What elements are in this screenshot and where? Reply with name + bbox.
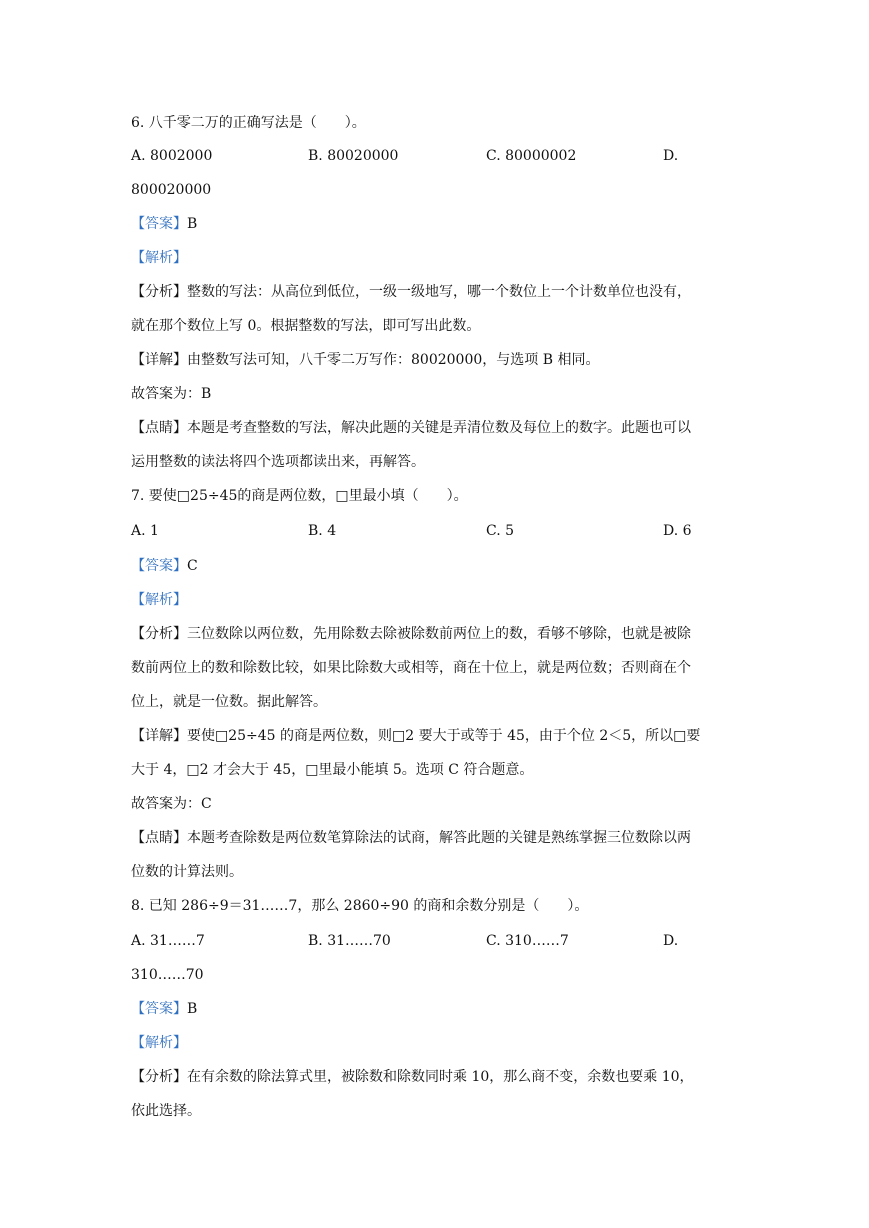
xiangjie-tag: 【详解】 — [131, 728, 187, 744]
xiangjie-text: 要使□25÷45 的商是两位数，则□2 要大于或等于 45，由于个位 2＜5，所以□要 — [187, 728, 701, 744]
q8-option-c: C. 310……7 — [486, 933, 569, 949]
q8-answer — [131, 999, 197, 1019]
analysis-tag: 【解析】 — [131, 1035, 187, 1051]
q6-option-c: C. 80000002 — [486, 148, 577, 164]
q8-option-d-value: 310……70 — [131, 967, 204, 983]
q6-xiangjie — [131, 350, 599, 370]
q6-stem: 6. 八千零二万的正确写法是（ ）。 — [131, 115, 366, 131]
q7-fenxi-line1 — [131, 624, 691, 644]
q8-stem: 8. 已知 286÷9＝31……7，那么 2860÷90 的商和余数分别是（ ）。 — [131, 898, 589, 914]
q6-answer — [131, 214, 197, 234]
q7-option-b: B. 4 — [308, 523, 337, 539]
q8-option-a: A. 31……7 — [131, 933, 205, 949]
q8-option-b: B. 31……70 — [308, 933, 391, 949]
q8-analysis — [131, 1033, 187, 1053]
q7-xiangjie-line1 — [131, 726, 700, 746]
dianjing-text: 本题是考查整数的写法，解决此题的关键是弄清位数及每位上的数字。此题也可以 — [187, 420, 691, 436]
xiangjie-tag: 【详解】 — [131, 352, 187, 368]
q7-analysis — [131, 590, 187, 610]
answer-value: B — [187, 1001, 198, 1017]
q7-stem: 7. 要使□25÷45的商是两位数，□里最小填（ ）。 — [131, 488, 468, 504]
q6-option-d-value: 800020000 — [131, 182, 212, 198]
analysis-tag: 【解析】 — [131, 592, 187, 608]
q6-option-a: A. 8002000 — [131, 148, 213, 164]
answer-value: B — [187, 216, 198, 232]
q8-fenxi-line1 — [131, 1067, 694, 1087]
q6-dianjing-line1 — [131, 418, 691, 438]
q7-dianjing-line2: 位数的计算法则。 — [131, 864, 243, 880]
q7-fenxi-line2: 数前两位上的数和除数比较，如果比除数大或相等，商在十位上，就是两位数；否则商在个 — [131, 660, 691, 676]
dianjing-text: 本题考查除数是两位数笔算除法的试商，解答此题的关键是熟练掌握三位数除以两 — [187, 830, 691, 846]
xiangjie-text: 由整数写法可知，八千零二万写作：80020000，与选项 B 相同。 — [187, 352, 600, 368]
q7-option-d: D. 6 — [663, 523, 692, 539]
q6-analysis — [131, 248, 187, 268]
answer-tag: 【答案】 — [131, 1001, 187, 1017]
q7-final: 故答案为：C — [131, 796, 212, 812]
analysis-tag: 【解析】 — [131, 250, 187, 266]
q7-option-c: C. 5 — [486, 523, 515, 539]
q6-option-d: D. — [663, 148, 679, 164]
answer-value: C — [187, 558, 198, 574]
fenxi-tag: 【分析】 — [131, 284, 187, 300]
fenxi-tag: 【分析】 — [131, 1069, 187, 1085]
q7-dianjing-line1 — [131, 828, 691, 848]
fenxi-text: 在有余数的除法算式里，被除数和除数同时乘 10，那么商不变，余数也要乘 10， — [187, 1069, 694, 1085]
q8-fenxi-line2: 依此选择。 — [131, 1103, 201, 1119]
fenxi-text: 三位数除以两位数，先用除数去除被除数前两位上的数，看够不够除，也就是被除 — [187, 626, 691, 642]
q6-dianjing-line2: 运用整数的读法将四个选项都读出来，再解答。 — [131, 454, 425, 470]
answer-tag: 【答案】 — [131, 558, 187, 574]
dianjing-tag: 【点睛】 — [131, 420, 187, 436]
dianjing-tag: 【点睛】 — [131, 830, 187, 846]
q7-fenxi-line3: 位上，就是一位数。据此解答。 — [131, 694, 327, 710]
q7-option-a: A. 1 — [131, 523, 159, 539]
answer-tag: 【答案】 — [131, 216, 187, 232]
q8-option-d: D. — [663, 933, 679, 949]
fenxi-tag: 【分析】 — [131, 626, 187, 642]
fenxi-text: 整数的写法：从高位到低位，一级一级地写，哪一个数位上一个计数单位也没有， — [187, 284, 691, 300]
q6-fenxi-line2: 就在那个数位上写 0。根据整数的写法，即可写出此数。 — [131, 318, 481, 334]
q7-answer — [131, 556, 198, 576]
q6-fenxi-line1 — [131, 282, 691, 302]
q7-xiangjie-line2: 大于 4，□2 才会大于 45，□里最小能填 5。选项 C 符合题意。 — [131, 762, 534, 778]
q6-final: 故答案为：B — [131, 386, 212, 402]
q6-option-b: B. 80020000 — [308, 148, 399, 164]
